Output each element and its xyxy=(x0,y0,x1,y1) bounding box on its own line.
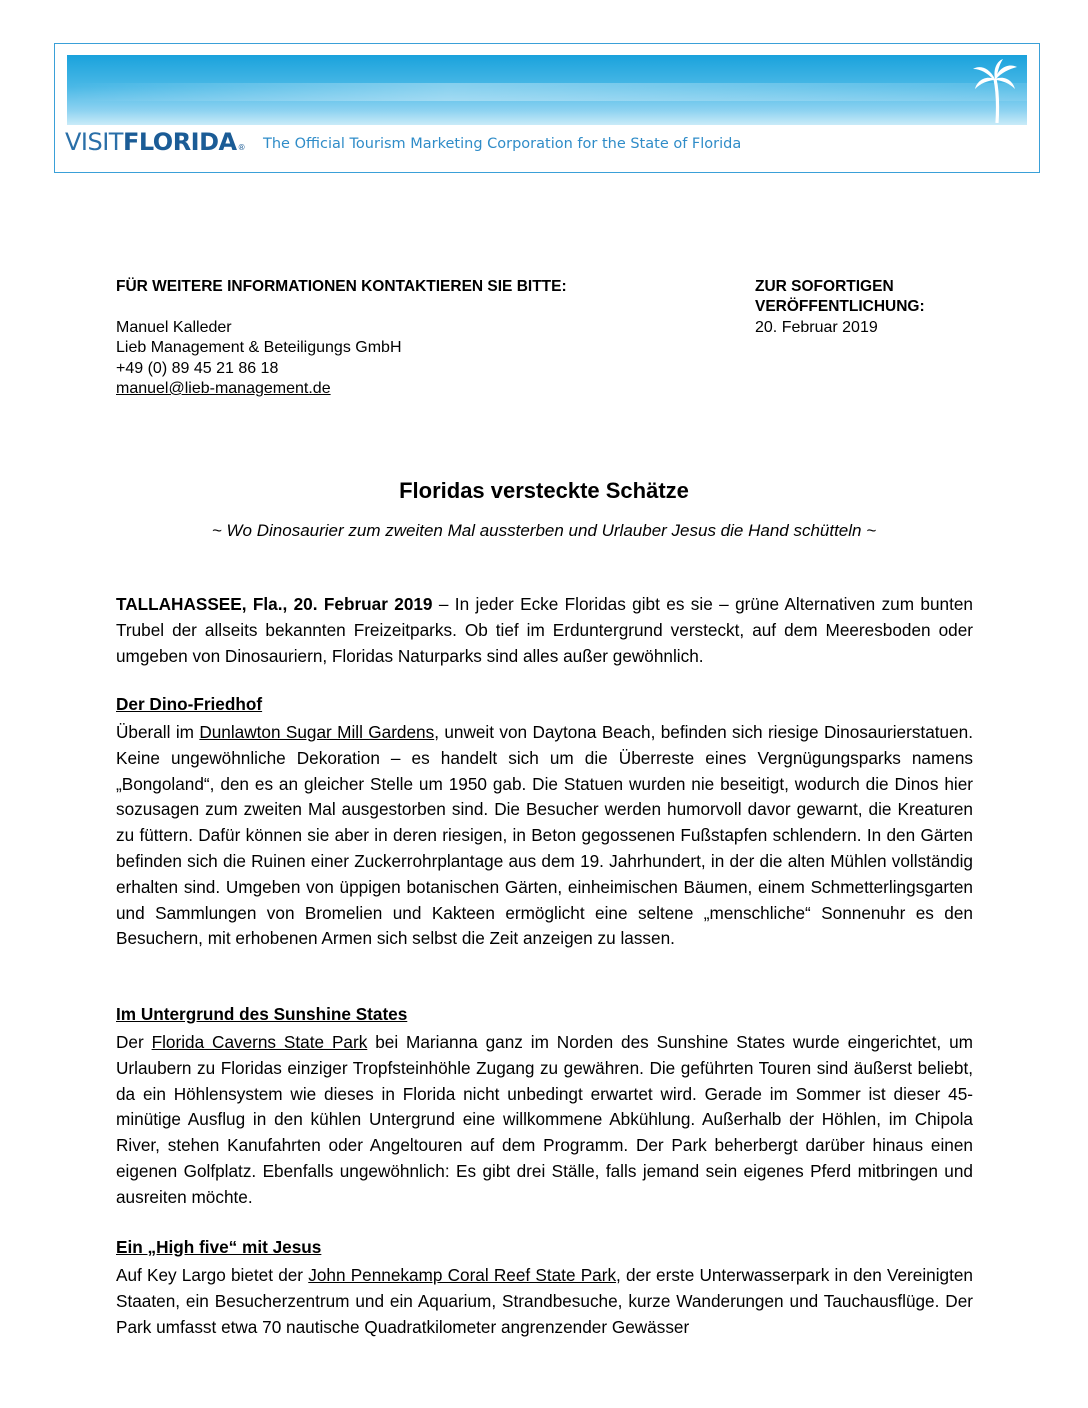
dateline: TALLAHASSEE, Fla., 20. Februar 2019 xyxy=(116,594,433,614)
logo-florida-text: FLORIDA xyxy=(122,128,237,156)
link-john-pennekamp[interactable]: John Pennekamp Coral Reef State Park xyxy=(308,1265,617,1285)
release-label-line1: ZUR SOFORTIGEN xyxy=(755,278,894,295)
section-text-pre: Auf Key Largo bietet der xyxy=(116,1265,309,1285)
logo-registered-mark: ® xyxy=(237,143,246,152)
release-label-line2: VERÖFFENTLICHUNG: xyxy=(755,298,925,315)
palm-tree-icon xyxy=(971,57,1019,123)
article-subtitle: ~ Wo Dinosaurier zum zweiten Mal aussterben und Urlauber Jesus die Hand schütteln ~ xyxy=(211,521,877,540)
header-banner-box xyxy=(54,43,1040,173)
section-text-pre: Überall im xyxy=(116,722,200,742)
contact-name: Manuel Kalleder xyxy=(116,319,232,336)
contact-phone: +49 (0) 89 45 21 86 18 xyxy=(116,360,279,377)
section-paragraph-high-five xyxy=(116,1263,973,1340)
contact-heading: FÜR WEITERE INFORMATIONEN KONTAKTIEREN SIE BITTE: xyxy=(116,278,567,295)
section-heading-high-five: Ein „High five“ mit Jesus xyxy=(116,1237,322,1257)
section-text-pre: Der xyxy=(116,1032,152,1052)
section-text-post: , der erste Unterwasserpark in den Vereinigten Staaten, ein Besucherzentrum und ein Aquarium, Strandbesuche, kurze Wanderungen und Tauchausflüge. Der Park umfasst etwa 70 nautische Quadratkilometer angrenzender Gewässer xyxy=(116,1265,973,1337)
section-text-post: bei Marianna ganz im Norden des Sunshine States wurde eingerichtet, um Urlaubern zu Floridas einziger Tropfsteinhöhle Zugang zu gewähren. Die geführten Touren sind äußerst beliebt, da ein Höhlensystem wie dieses in Florida nicht unbedingt erwartet wird. Gerade im Sommer ist dieser 45-minütige Ausflug in den kühlen Untergrund eine willkommene Abkühlung. Außerhalb der Höhlen, im Chipola River, stehen Kanufahrten oder Angeltouren auf dem Programm. Der Park beherbergt darüber hinaus einen eigenen Golfplatz. Ebenfalls ungewöhnlich: Es gibt drei Ställe, falls jemand sein eigenes Pferd mitbringen und ausreiten möchte. xyxy=(116,1032,973,1207)
intro-paragraph xyxy=(116,592,973,669)
logo-visit-text: VISIT xyxy=(65,128,123,156)
section-text-post: , unweit von Daytona Beach, befinden sich riesige Dinosaurierstatuen. Keine ungewöhnliche Dekoration – es handelt sich um die Überreste eines Vergnügungsparks namens „Bongoland“, den es an gleicher Stelle um 1950 gab. Die Statuen wurden nie beseitigt, wodurch die Dinos hier sozusagen zum zweiten Mal ausgestorben sind. Die Besucher werden humorvoll davor gewarnt, die Kreaturen zu füttern. Dafür können sie aber in deren riesigen, in Beton gegossenen Fußstapfen schlendern. In den Gärten befinden sich die Ruinen einer Zuckerrohrplantage aus dem 19. Jahrhundert, in der die alten Mühlen vollständig erhalten sind. Umgeben von üppigen botanischen Gärten, einheimischen Bäumen, einem Schmetterlingsgarten und Sammlungen von Bromelien und Kakteen ermöglicht eine seltene „menschliche“ Sonnenuhr es den Besuchern, mit erhobenen Armen sich selbst die Zeit anzeigen zu lassen. xyxy=(116,722,973,949)
link-florida-caverns[interactable]: Florida Caverns State Park xyxy=(151,1032,368,1052)
visit-florida-logo xyxy=(65,124,245,160)
section-paragraph-dino xyxy=(116,720,973,952)
section-heading-underground: Im Untergrund des Sunshine States xyxy=(116,1004,408,1024)
link-dunlawton[interactable]: Dunlawton Sugar Mill Gardens xyxy=(199,722,435,742)
header-tagline: The Official Tourism Marketing Corporation for the State of Florida xyxy=(263,136,742,152)
contact-email-link[interactable]: manuel@lieb-management.de xyxy=(116,380,331,397)
article-title: Floridas versteckte Schätze xyxy=(399,478,689,503)
section-paragraph-underground xyxy=(116,1030,973,1211)
section-heading-dino: Der Dino-Friedhof xyxy=(116,694,263,714)
release-date: 20. Februar 2019 xyxy=(755,319,878,336)
banner-gradient xyxy=(67,55,1027,125)
intro-text: – In jeder Ecke Floridas gibt es sie – grüne Alternativen zum bunten Trubel der allseits bekannten Freizeitparks. Ob tief im Erduntergrund versteckt, auf dem Meeresboden oder umgeben von Dinosauriern, Floridas Naturparks sind alles außer gewöhnlich. xyxy=(116,594,973,666)
contact-company: Lieb Management & Beteiligungs GmbH xyxy=(116,339,402,356)
banner-shine xyxy=(67,83,1027,101)
